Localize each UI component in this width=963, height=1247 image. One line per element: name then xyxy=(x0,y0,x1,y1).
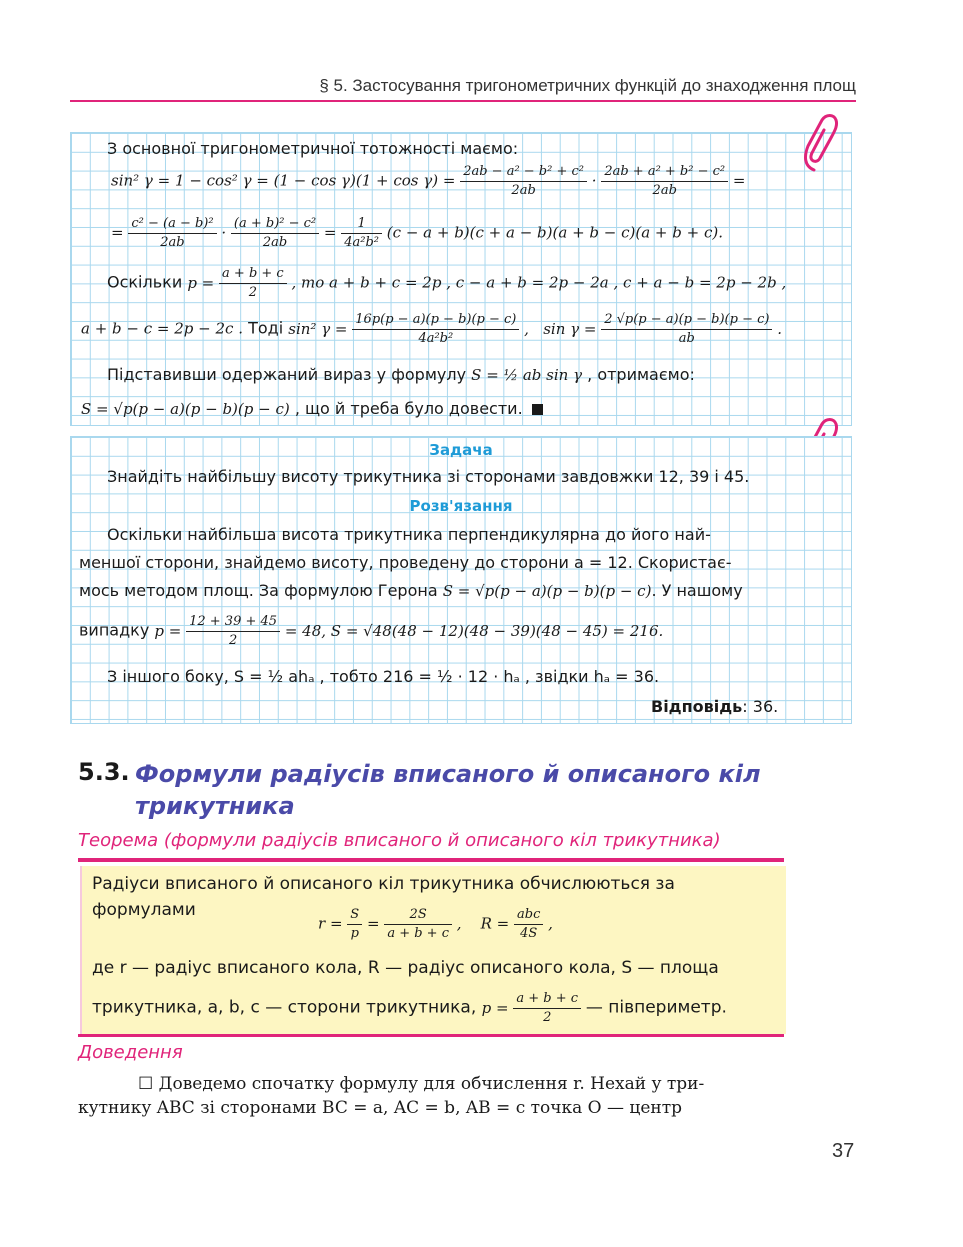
equation-line: sin² γ = 1 − cos² γ = (1 − cos γ)(1 + cos γ) = $\frac{\text{2ab − a² − b² + c²}}{2ab}$ · $\frac{\text{2ab + a² + b² − c²}}{2ab}$ = xyxy=(111,164,746,198)
answer: Відповідь: 36. xyxy=(651,697,779,716)
text-line: З іншого боку, S = ½ ahₐ , тобто 216 = ½ · 12 · hₐ , звідки hₐ = 36. xyxy=(107,667,660,686)
text-line: де r — радіус вписаного кола, R — радіус описаного кола, S — площа xyxy=(92,958,719,978)
paperclip-icon xyxy=(800,112,840,174)
text-line: Підставивши одержаний вираз у формулу S = ½ ab sin γ , отримаємо: xyxy=(107,365,695,384)
radius-formulas: r = $\frac{S}{p}$ = $\frac{2S}{a + b + c}$ , R = $\frac{\text{abc}}{4S}$ , xyxy=(318,907,553,941)
solution-heading: Розв'язання xyxy=(409,497,513,515)
section-title: Формули радіусів вписаного й описаного кіл трикутника xyxy=(135,760,761,820)
theorem-rule xyxy=(78,858,784,862)
header-rule xyxy=(70,100,856,102)
theorem-bottom-rule xyxy=(78,1034,784,1037)
text-line: Оскільки p = $\frac{a + b + c}{2}$ , то a + b + c = 2p , c − a + b = 2p − 2a , c + a − b = 2p − 2b , xyxy=(107,266,787,300)
section-number: 5.3. xyxy=(78,758,130,786)
text-line: Оскільки найбільша висота трикутника перпендикулярна до його най- xyxy=(107,525,711,544)
text-line: трикутника, a, b, c — сторони трикутника, p = $\frac{a + b + c}{2}$ — півпериметр. xyxy=(92,991,727,1025)
text-line: S = √p(p − a)(p − b)(p − c) , що й треба було довести. xyxy=(81,399,543,418)
page-number: 37 xyxy=(832,1140,855,1162)
running-header: § 5. Застосування тригонометричних функцій до знаходження площ xyxy=(319,76,856,95)
text-line: формулами xyxy=(92,900,196,920)
text-line: Радіуси вписаного й описаного кіл трикутника обчислюються за xyxy=(92,874,675,894)
task-grid-box xyxy=(70,436,852,724)
text-line: мось методом площ. За формулою Герона S = √p(p − a)(p − b)(p − c). У нашому xyxy=(79,581,743,600)
text-line: меншої сторони, знайдемо висоту, проведену до сторони a = 12. Скористає- xyxy=(79,553,732,572)
text-line: З основної тригонометричної тотожності маємо: xyxy=(107,139,519,158)
text-line: ☐ Доведемо спочатку формулу для обчислення r. Нехай у три- xyxy=(138,1074,705,1094)
equation-line: = $\frac{\text{c² − (a − b)²}}{2ab}$ · $\frac{\text{(a + b)² − c²}}{2ab}$ = $\frac{1}{\text{4a²b²}}$ (c − a + b)(c + a − b)(a + b − c)(a + b + c). xyxy=(111,216,724,250)
proof-title: Доведення xyxy=(78,1042,183,1063)
theorem-title: Теорема (формули радіусів вписаного й описаного кіл трикутника) xyxy=(78,830,721,851)
task-heading: Задача xyxy=(429,441,493,459)
end-of-proof-icon xyxy=(532,404,543,415)
proof-grid-box xyxy=(70,132,852,426)
theorem-box xyxy=(80,866,786,1034)
task-text: Знайдіть найбільшу висоту трикутника зі сторонами завдовжки 12, 39 і 45. xyxy=(107,467,750,486)
text-line: a + b − c = 2p − 2c . Тоді sin² γ = $\frac{16p(p - a)(p - b)(p - c)}{\text{4a²b²}}$ , sin γ = $\frac{2 √p(p - a)(p - b)(p - c)}{ab}$ . xyxy=(81,312,782,346)
text-line: кутнику ABC зі сторонами BC = a, AC = b, AB = c точка O — центр xyxy=(78,1098,683,1118)
text-line: випадку p = $\frac{12 + 39 + 45}{2}$ = 48, S = √48(48 − 12)(48 − 39)(48 − 45) = 216. xyxy=(79,614,664,648)
